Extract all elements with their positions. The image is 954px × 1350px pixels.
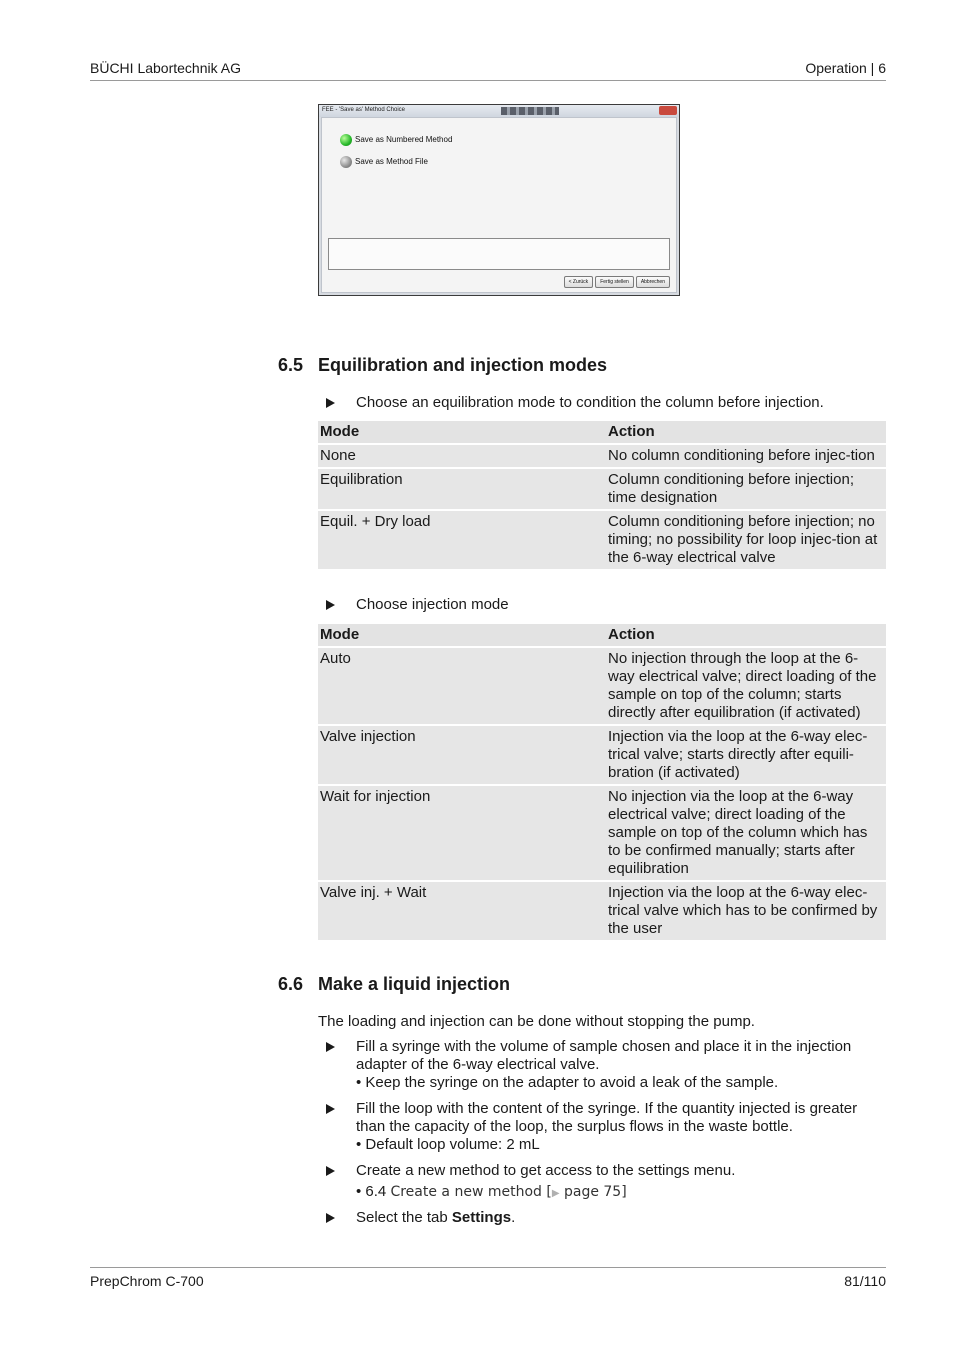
step-text	[356, 1100, 886, 1154]
header-company: BÜCHI Labortechnik AG	[90, 60, 241, 76]
finish-button: Fertig stellen	[595, 276, 634, 288]
table-cell: Auto	[318, 647, 606, 725]
bullet-injection-mode	[318, 596, 886, 616]
page-header	[90, 60, 886, 81]
ref-prefix: • 6.4	[356, 1183, 391, 1200]
step-main: Fill a syringe with the volume of sample chosen and place it in the injection adapter of the 6-way electrical valve.	[356, 1038, 852, 1073]
cross-reference-link[interactable]	[390, 1184, 626, 1200]
section-title: Make a liquid injection	[318, 974, 511, 994]
column-header: Mode	[318, 624, 606, 647]
column-header: Mode	[318, 421, 606, 444]
close-icon	[659, 106, 677, 115]
bullet-triangle-icon	[326, 1213, 335, 1223]
option-file-label: Save as Method File	[355, 157, 428, 167]
bullet-equilibration	[318, 394, 886, 414]
page-footer	[90, 1267, 886, 1292]
step-sub: • Keep the syringe on the adapter to avoid a leak of the sample.	[356, 1074, 779, 1091]
option-numbered-label: Save as Numbered Method	[355, 135, 453, 145]
bullet-triangle-icon	[326, 1104, 335, 1114]
bullet-triangle-icon	[326, 1042, 335, 1052]
step-sub: • Default loop volume: 2 mL	[356, 1136, 540, 1153]
footer-page-number: 81/110	[844, 1273, 886, 1289]
dialog-info-box	[328, 238, 670, 270]
table-header-row	[318, 624, 886, 647]
dialog-buttons	[562, 276, 670, 288]
dialog-title: FEE - 'Save as' Method Choice	[322, 107, 405, 113]
step-text	[356, 1209, 886, 1227]
option-method-file	[340, 156, 428, 168]
cancel-button: Abbrechen	[636, 276, 670, 288]
equilibration-mode-table	[318, 421, 886, 571]
blurred-title-segment	[501, 107, 559, 115]
section-number: 6.5	[278, 355, 304, 375]
dialog-titlebar	[319, 105, 679, 117]
bullet-triangle-icon	[326, 1166, 335, 1176]
table-row	[318, 468, 886, 510]
table-cell: Valve injection	[318, 725, 606, 785]
option-numbered-method	[340, 134, 452, 146]
footer-product: PrepChrom C-700	[90, 1273, 204, 1289]
table-cell: No injection via the loop at the 6-way electrical valve; direct loading of the sample on top of the column which has to be confirmed manually; starts after equilibration	[606, 785, 886, 881]
section-number: 6.6	[278, 974, 304, 994]
ref-page: page 75]	[559, 1184, 627, 1200]
header-chapter: Operation | 6	[805, 60, 886, 76]
column-header: Action	[606, 421, 886, 444]
column-header: Action	[606, 624, 886, 647]
table-row	[318, 510, 886, 570]
table-cell: No column conditioning before injec-tion	[606, 444, 886, 468]
step-text	[356, 1162, 886, 1203]
step-prefix: Select the tab	[356, 1209, 452, 1226]
table-cell: Injection via the loop at the 6-way elec-trical valve; starts directly after equili-bration (if activated)	[606, 725, 886, 785]
step-fill-syringe	[318, 1038, 886, 1094]
table-cell: Injection via the loop at the 6-way elec-trical valve which has to be confirmed by the user	[606, 881, 886, 941]
table-cell: Column conditioning before injection; time designation	[606, 468, 886, 510]
bullet-triangle-icon	[326, 398, 335, 408]
back-button: < Zurück	[564, 276, 594, 288]
bullet-text: Choose injection mode	[356, 596, 509, 613]
table-cell: Equilibration	[318, 468, 606, 510]
table-header-row	[318, 421, 886, 444]
table-row	[318, 647, 886, 725]
step-select-settings	[318, 1209, 886, 1229]
step-suffix: .	[511, 1209, 516, 1226]
table-row	[318, 444, 886, 468]
step-text	[356, 1038, 886, 1092]
table-row	[318, 785, 886, 881]
step-create-method	[318, 1162, 886, 1202]
section-title: Equilibration and injection modes	[318, 355, 608, 375]
step-fill-loop	[318, 1100, 886, 1156]
bullet-triangle-icon	[326, 600, 335, 610]
table-cell: Wait for injection	[318, 785, 606, 881]
table-cell: No injection through the loop at the 6-way electrical valve; direct loading of the sample on top of the column; starts directly after equilibration (if activated)	[606, 647, 886, 725]
settings-tab-name: Settings	[451, 1209, 512, 1226]
table-row	[318, 725, 886, 785]
ref-title: Create a new method [	[390, 1184, 552, 1200]
table-cell: Equil. + Dry load	[318, 510, 606, 570]
radio-unselected-icon	[340, 156, 352, 168]
method-choice-screenshot	[318, 104, 680, 296]
page-arrow-icon: ▶	[551, 1188, 560, 1199]
step-main: Create a new method to get access to the settings menu.	[356, 1162, 736, 1179]
radio-selected-icon	[340, 134, 352, 146]
table-cell: Valve inj. + Wait	[318, 881, 606, 941]
step-sub	[356, 1183, 886, 1203]
table-cell: Column conditioning before injection; no timing; no possibility for loop injec-tion at the 6-way electrical valve	[606, 510, 886, 570]
intro-paragraph: The loading and injection can be done without stopping the pump.	[318, 1013, 755, 1030]
dialog-body	[321, 117, 677, 293]
step-main: Fill the loop with the content of the syringe. If the quantity injected is greater than the capacity of the loop, the surplus flows in the waste bottle.	[356, 1100, 858, 1135]
table-row	[318, 881, 886, 941]
table-cell: None	[318, 444, 606, 468]
bullet-text: Choose an equilibration mode to condition the column before injection.	[356, 394, 824, 411]
injection-mode-table	[318, 624, 886, 942]
